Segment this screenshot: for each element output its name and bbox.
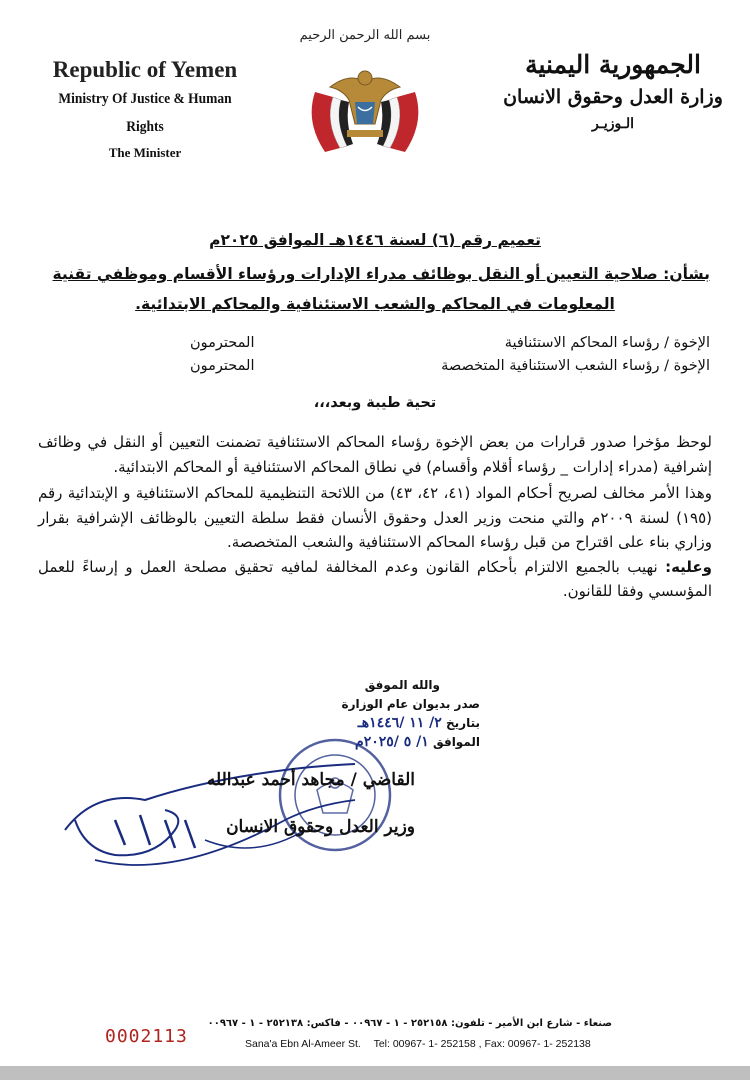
letter-body xyxy=(38,430,712,604)
signatory-name: القاضي / مجاهد أحمد عبدالله xyxy=(206,770,415,790)
page-edge xyxy=(0,1066,750,1080)
serial-number: 0002113 xyxy=(105,1026,188,1047)
body-paragraph-3-lead: وعليه: xyxy=(665,557,712,576)
english-country: Republic of Yemen xyxy=(52,57,238,82)
closing: والله الموفق xyxy=(364,678,440,692)
circular-subject xyxy=(40,259,710,319)
addressee-1-honorific: المحترمون xyxy=(190,335,255,351)
body-paragraph-3-text: نهيب بالجميع الالتزام بأحكام القانون وعدم المخالفة لمافيه تحقيق مصلحة العمل و إرساءً للعمل المؤسسي وفقا للقانون. xyxy=(38,557,712,600)
footer-address: Sana'a Ebn Al-Ameer St. xyxy=(245,1038,361,1050)
signatory-title: وزير العدل وحقوق الانسان xyxy=(226,817,415,837)
arabic-role: الـوزيـر xyxy=(592,116,634,132)
footer-phone: Tel: 00967- 1- 252158 , Fax: 00967- 1- 252138 xyxy=(373,1038,591,1050)
subject-line-2: المعلومات في المحاكم والشعب الاستئنافية والمحاكم الابتدائية. xyxy=(135,295,615,313)
basmala: بسم الله الرحمن الرحيم xyxy=(299,28,431,43)
addressee-1: الإخوة / رؤساء المحاكم الاستئنافية xyxy=(504,335,710,351)
addressee-2-honorific: المحترمون xyxy=(190,358,255,374)
body-paragraph-3 xyxy=(38,555,712,604)
english-ministry: Ministry Of Justice & Human Rights xyxy=(58,91,232,135)
arabic-ministry: وزارة العدل وحقوق الانسان xyxy=(503,86,723,108)
date-label: بتاريخ xyxy=(446,716,480,730)
issued-at: صدر بديوان عام الوزارة xyxy=(341,697,480,711)
arabic-country: الجمهورية اليمنية xyxy=(525,50,701,79)
english-letterhead xyxy=(30,55,260,161)
body-paragraph-1: لوحظ مؤخرا صدور قرارات من بعض الإخوة رؤساء المحاكم الاستئنافية تضمنت التعيين أو النقل في وظائف إشرافية (مدراء إدارات _ رؤساء أقلام وأقسام) في نطاق المحاكم الاستئنافية أو المحاكم الابتدائية. xyxy=(38,433,712,476)
greeting: تحية طيبة وبعد،،، xyxy=(313,395,437,411)
footer-english xyxy=(245,1038,601,1050)
circular-title: تعميم رقم (٦) لسنة ١٤٤٦هـ الموافق ٢٠٢٥م xyxy=(209,231,541,249)
arabic-letterhead xyxy=(498,48,728,132)
english-role: The Minister xyxy=(108,145,182,160)
footer-arabic-address: صنعاء - شارع ابن الأمير - تلفون: ٢٥٢١٥٨ - ١ - ٠٠٩٦٧ - فاكس: ٢٥٢١٣٨ - ١ - ٠٠٩٦٧ xyxy=(207,1018,612,1029)
body-paragraph-2: وهذا الأمر مخالف لصريح أحكام المواد (٤١، ٤٢، ٤٣) من اللائحة التنظيمية للمحاكم الاستئنافية و الإبتدائية رقم (١٩٥) لسنة ٢٠٠٩م والتي منحت وزير العدل وحقوق الأنسان فقط سلطة التعيين بالوظائف الإشرافية بقرار وزاري بناء على اقتراح من قبل رؤساء المحاكم الاستئنافية والشعب المتخصصة. xyxy=(38,484,713,551)
subject-line-1: بشأن: صلاحية التعيين أو النقل بوظائف مدراء الإدارات ورؤساء الأقسام وموظفي تقنية xyxy=(52,265,710,283)
corresponding-label: الموافق xyxy=(433,735,480,749)
hijri-date: ٢/ ١١ /١٤٤٦هـ xyxy=(357,715,442,731)
yemen-emblem-icon xyxy=(295,52,435,162)
gregorian-date: ١/ ٥ /٢٠٢٥م xyxy=(355,734,429,750)
addressee-2: الإخوة / رؤساء الشعب الاستئنافية المتخصصة xyxy=(441,358,710,374)
